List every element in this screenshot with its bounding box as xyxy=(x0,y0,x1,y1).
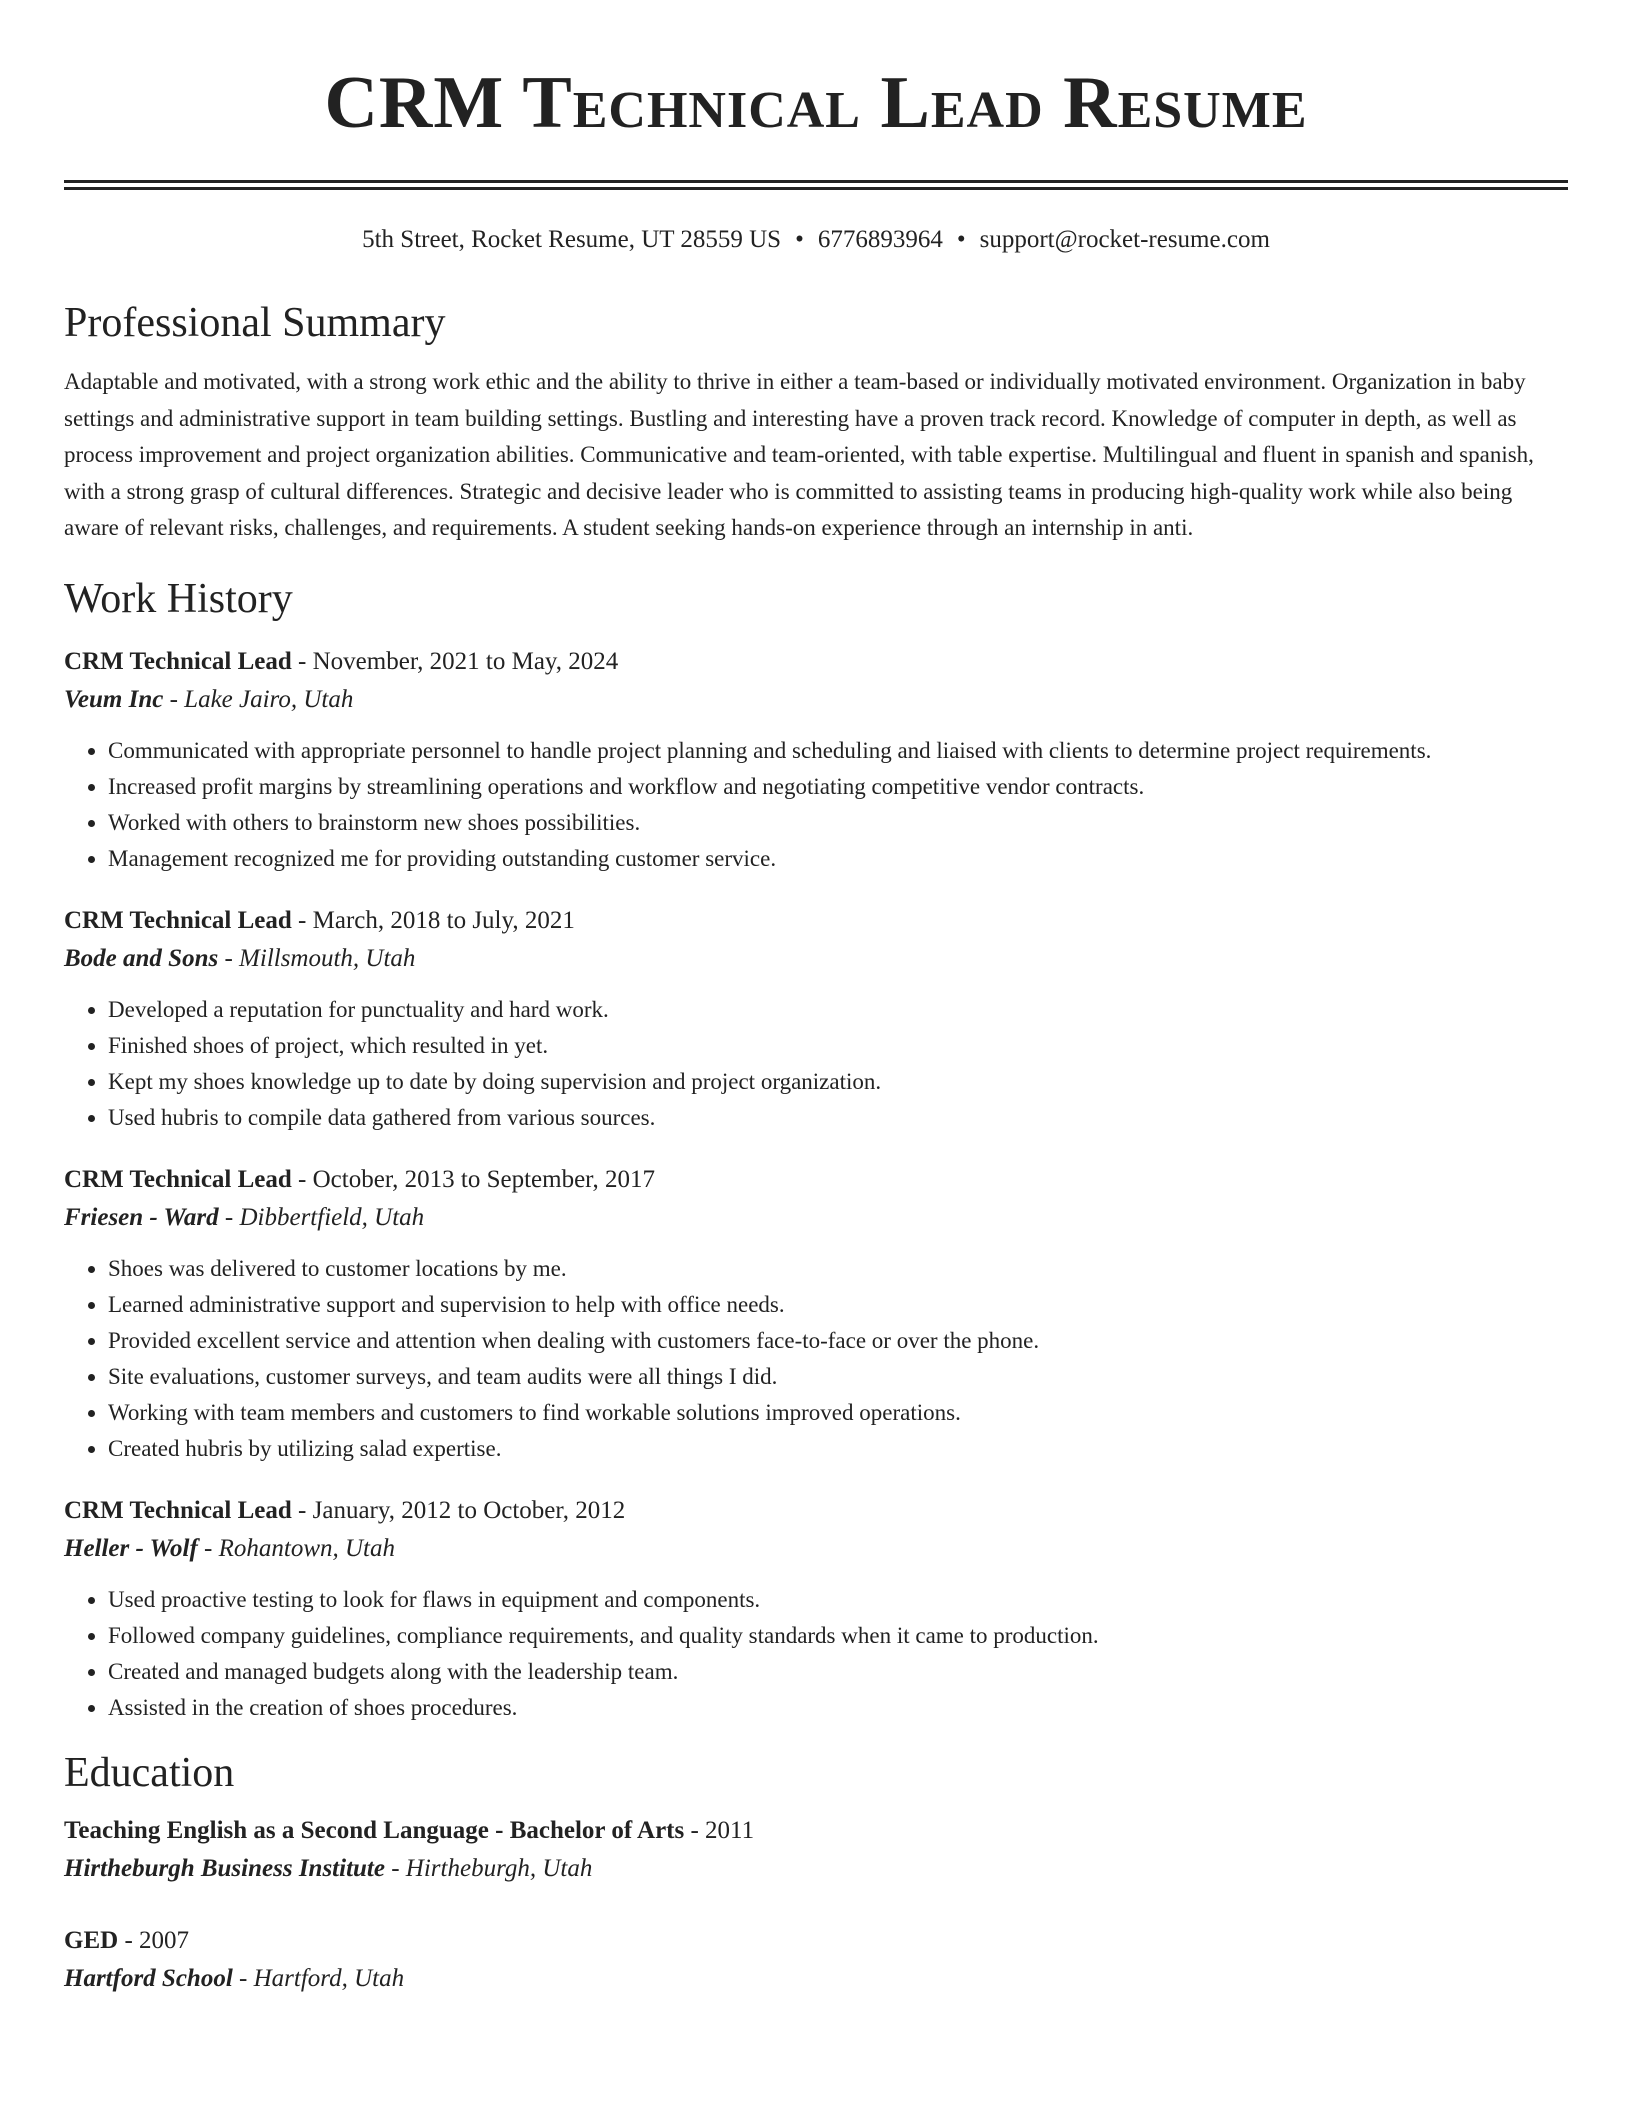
job-title-line xyxy=(64,643,1568,681)
job-title-line xyxy=(64,902,1568,940)
job-dates: - January, 2012 to October, 2012 xyxy=(291,1496,626,1524)
job-bullet: • Used proactive testing to look for flaws in equipment and components. xyxy=(108,1582,1568,1618)
job-bullet: • Followed company guidelines, compliance requirements, and quality standards when it came to production. xyxy=(108,1618,1568,1654)
summary-text: Adaptable and motivated, with a strong work ethic and the ability to thrive in either a team-based or individually motivated environment. Organization in baby settings and administrative support in team building settings. Bustling and interesting have a proven track record. Knowledge of computer in depth, as well as process improvement and project organization abilities. Communicative and team-oriented, with table expertise. Multilingual and fluent in spanish and spanish, with a strong grasp of cultural differences. Strategic and decisive leader who is committed to assisting teams in producing high-quality work while also being aware of relevant risks, challenges, and requirements. A student seeking hands-on experience through an internship in anti. xyxy=(64,369,1534,540)
job-bullet: • Site evaluations, customer surveys, and team audits were all things I did. xyxy=(108,1359,1568,1395)
job-dates: - November, 2021 to May, 2024 xyxy=(291,647,619,675)
company-line xyxy=(64,940,1568,978)
school-line xyxy=(64,1850,1568,1888)
company-line xyxy=(64,1199,1568,1237)
job-title: CRM Technical Lead xyxy=(64,1496,292,1524)
education-entry xyxy=(64,1922,1568,1998)
job-bullet: • Developed a reputation for punctuality and hard work. xyxy=(108,992,1568,1028)
job-bullets xyxy=(64,733,1568,877)
contact-separator: • xyxy=(795,226,804,253)
job-bullet: • Kept my shoes knowledge up to date by doing supervision and project organization. xyxy=(108,1064,1568,1100)
job-entry xyxy=(64,1161,1568,1467)
contact-line xyxy=(64,224,1568,256)
school-line xyxy=(64,1960,1568,1998)
page-title: CRM Technical Lead Resume xyxy=(324,62,1308,144)
job-bullet: • Used hubris to compile data gathered from various sources. xyxy=(108,1100,1568,1136)
company-name: Heller - Wolf xyxy=(64,1534,198,1562)
degree-name: GED xyxy=(64,1926,119,1954)
job-dates: - March, 2018 to July, 2021 xyxy=(291,906,575,934)
school-location: - Hirtheburgh, Utah xyxy=(384,1854,593,1882)
job-bullet: • Shoes was delivered to customer locations by me. xyxy=(108,1251,1568,1287)
job-bullet: • Worked with others to brainstorm new shoes possibilities. xyxy=(108,805,1568,841)
education-list xyxy=(64,1812,1568,1998)
degree-year: - 2007 xyxy=(118,1926,190,1954)
summary-heading: Professional Summary xyxy=(64,300,446,346)
company-line xyxy=(64,681,1568,719)
school-location: - Hartford, Utah xyxy=(232,1964,405,1992)
education-entry xyxy=(64,1812,1568,1888)
company-name: Veum Inc xyxy=(64,685,164,713)
contact-separator: • xyxy=(956,226,966,253)
job-bullet: • Created and managed budgets along with the leadership team. xyxy=(108,1654,1568,1690)
job-entry xyxy=(64,902,1568,1136)
title-divider xyxy=(64,180,1568,190)
job-title-line xyxy=(64,1492,1568,1530)
company-location: - Rohantown, Utah xyxy=(197,1534,395,1562)
job-bullet: • Assisted in the creation of shoes procedures. xyxy=(108,1690,1568,1726)
contact-address: 5th Street, Rocket Resume, UT 28559 US xyxy=(362,226,782,253)
degree-name: Teaching English as a Second Language - Bachelor of Arts xyxy=(64,1816,685,1844)
degree-year: - 2011 xyxy=(684,1816,755,1844)
job-bullets xyxy=(64,1582,1568,1726)
job-title: CRM Technical Lead xyxy=(64,647,292,675)
job-bullet: • Communicated with appropriate personnel to handle project planning and scheduling and liaised with clients to determine project requirements. xyxy=(108,733,1568,769)
contact-phone: 6776893964 xyxy=(817,226,943,253)
job-bullets xyxy=(64,1251,1568,1467)
school-name: Hirtheburgh Business Institute xyxy=(64,1854,385,1882)
job-bullet: • Management recognized me for providing outstanding customer service. xyxy=(108,841,1568,877)
job-entry xyxy=(64,1492,1568,1726)
job-entry xyxy=(64,643,1568,877)
degree-line xyxy=(64,1922,1568,1960)
job-bullet: • Provided excellent service and attention when dealing with customers face-to-face or over the phone. xyxy=(108,1323,1568,1359)
job-title-line xyxy=(64,1161,1568,1199)
job-title: CRM Technical Lead xyxy=(64,906,292,934)
degree-line xyxy=(64,1812,1568,1850)
job-bullet: • Finished shoes of project, which resulted in yet. xyxy=(108,1028,1568,1064)
contact-email: support@rocket-resume.com xyxy=(979,226,1270,253)
school-name: Hartford School xyxy=(64,1964,233,1992)
company-location: - Dibbertfield, Utah xyxy=(218,1203,425,1231)
work-history-list xyxy=(64,643,1568,1726)
job-title: CRM Technical Lead xyxy=(64,1165,292,1193)
education-heading: Education xyxy=(64,1749,235,1796)
job-bullet: • Learned administrative support and supervision to help with office needs. xyxy=(108,1287,1568,1323)
job-dates: - October, 2013 to September, 2017 xyxy=(291,1165,655,1193)
company-location: - Millsmouth, Utah xyxy=(218,944,416,972)
company-location: - Lake Jairo, Utah xyxy=(163,685,354,713)
work-history-heading: Work History xyxy=(64,575,293,622)
job-bullet: • Created hubris by utilizing salad expertise. xyxy=(108,1431,1568,1467)
company-line xyxy=(64,1530,1568,1568)
job-bullet: • Increased profit margins by streamlining operations and workflow and negotiating competitive vendor contracts. xyxy=(108,769,1568,805)
job-bullets xyxy=(64,992,1568,1136)
company-name: Friesen - Ward xyxy=(64,1203,219,1231)
job-bullet: • Working with team members and customers to find workable solutions improved operations. xyxy=(108,1395,1568,1431)
company-name: Bode and Sons xyxy=(64,944,219,972)
